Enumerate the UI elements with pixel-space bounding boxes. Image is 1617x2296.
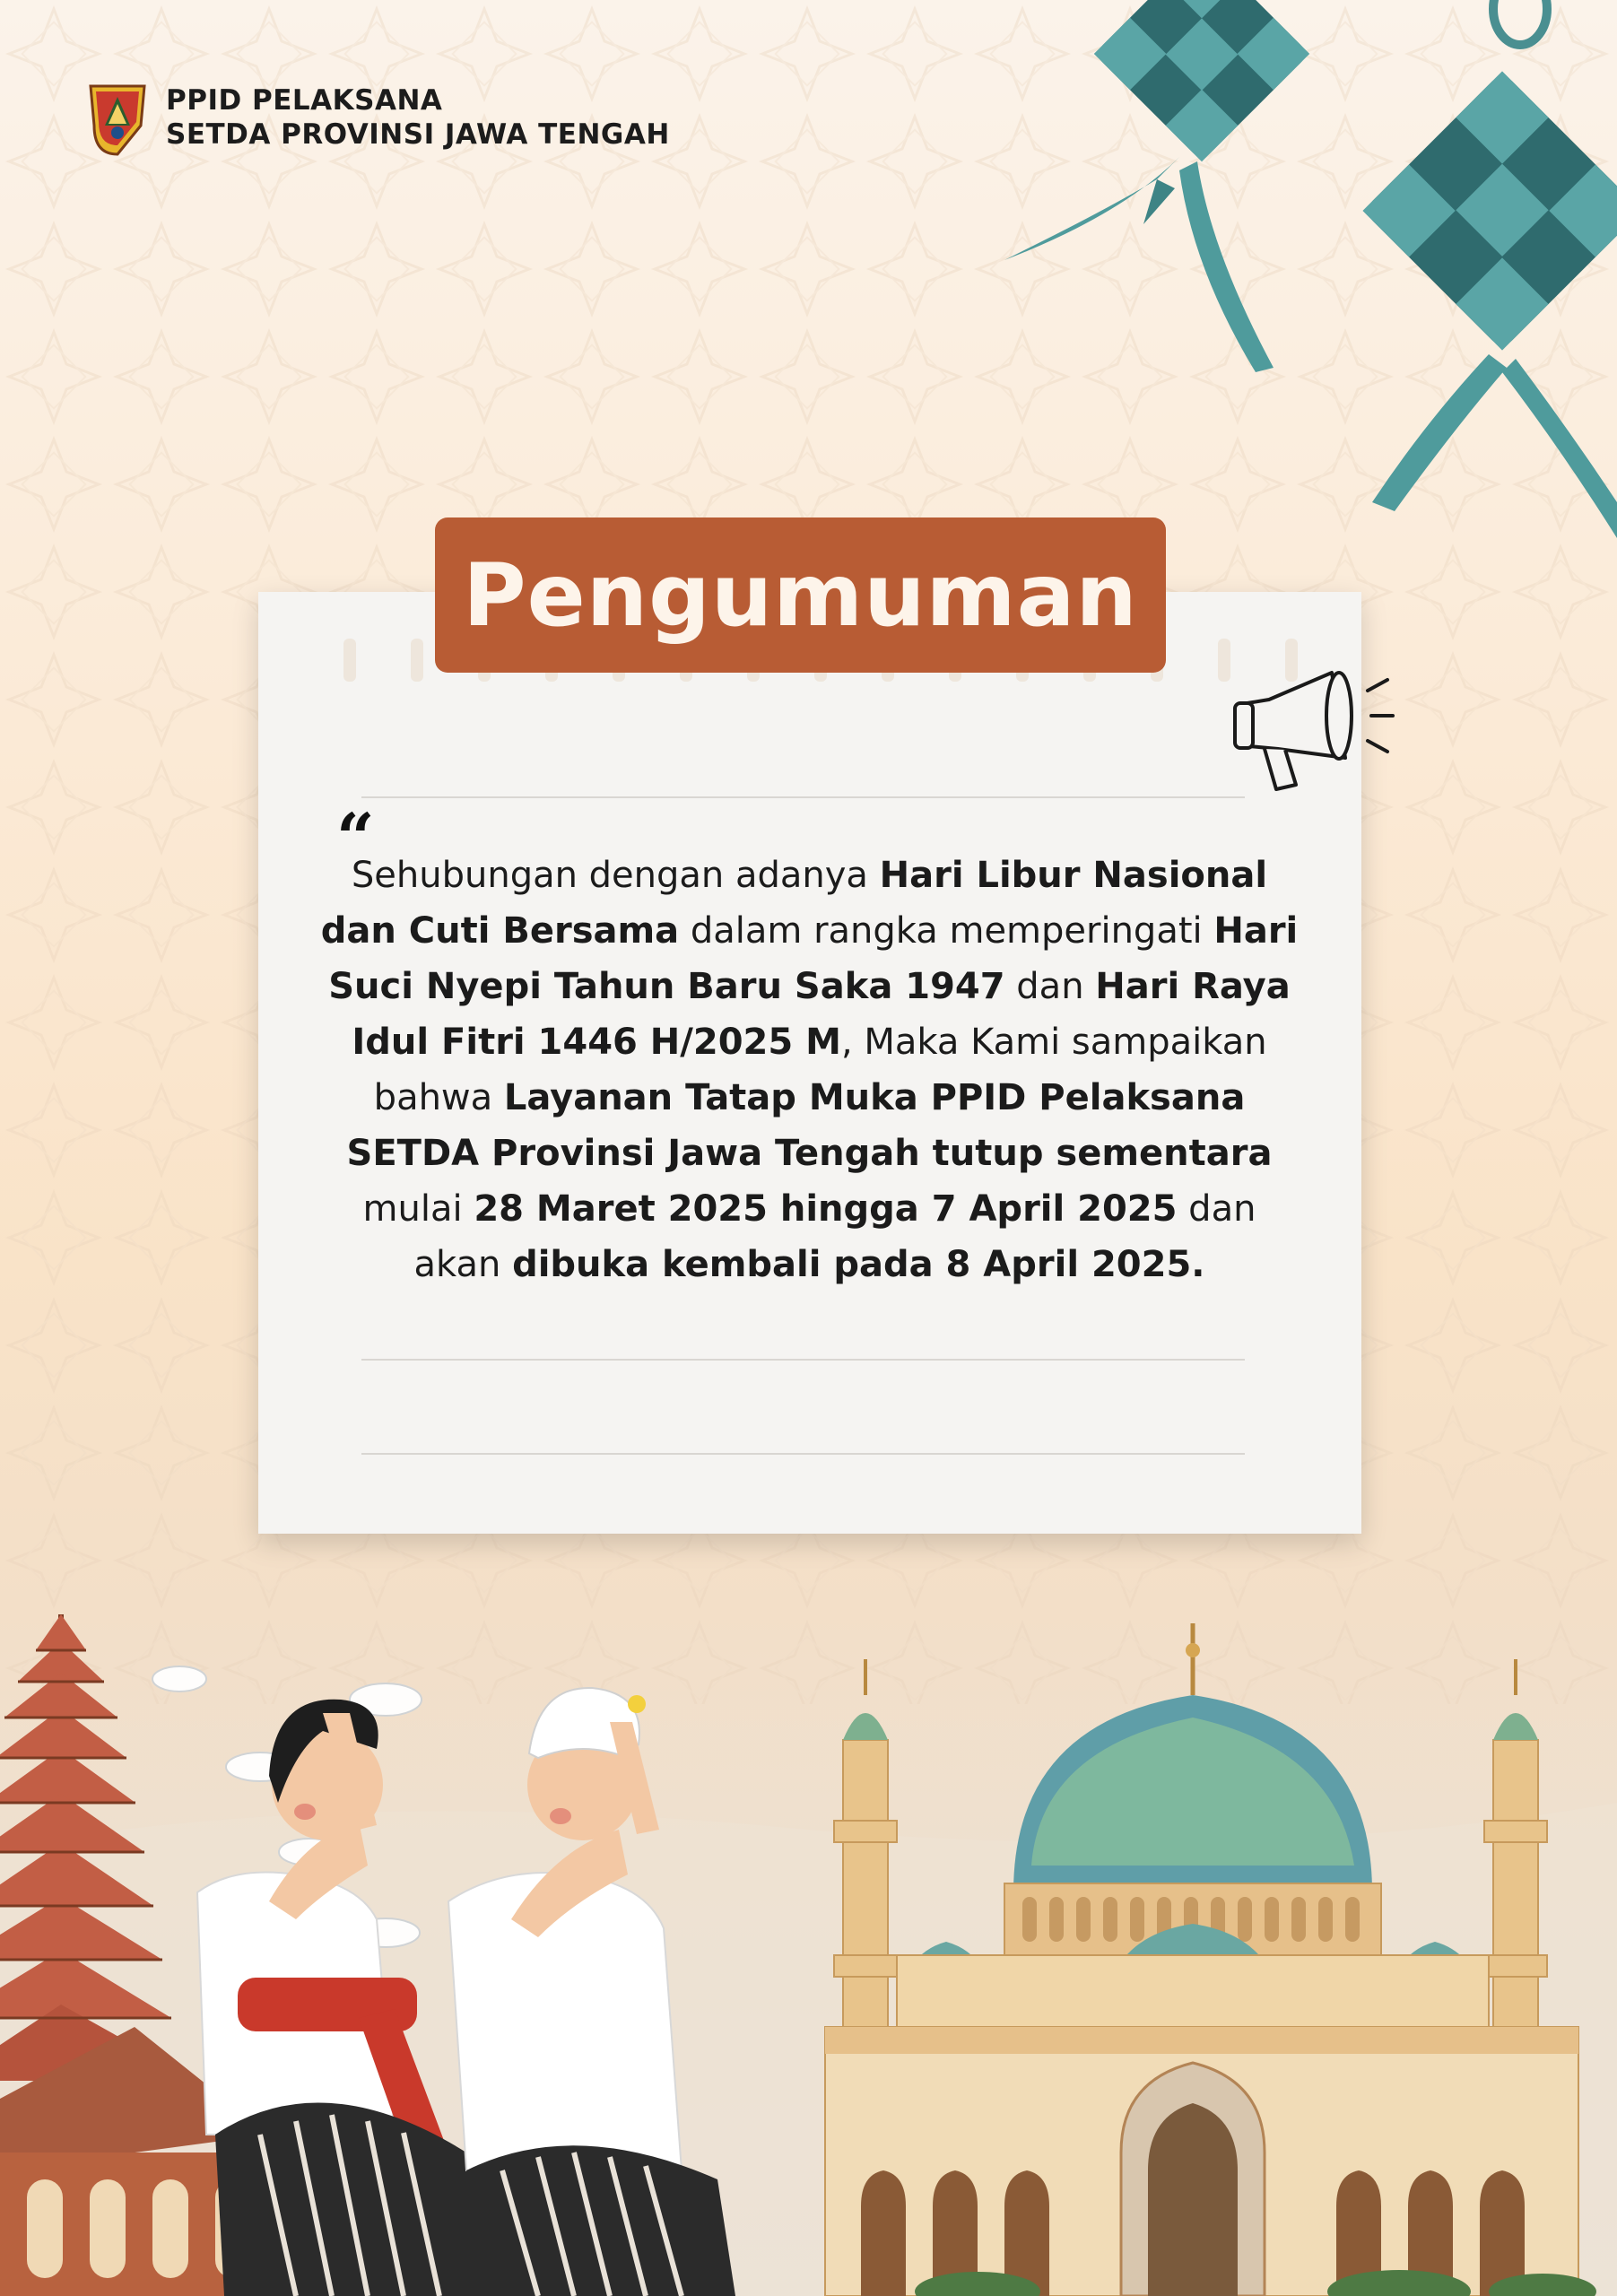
praying-couple-icon bbox=[197, 1688, 735, 2296]
notice-text-segment: , Maka Kami sampaikan bahwa bbox=[373, 1022, 1267, 1118]
quote-mark: “ bbox=[336, 800, 375, 877]
notice-bold-segment: Layanan Tatap Muka PPID Pelaksana SETDA Provinsi Jawa Tengah tutup sementara bbox=[346, 1077, 1273, 1174]
central-java-emblem-icon bbox=[85, 79, 150, 156]
megaphone-icon bbox=[1224, 664, 1395, 798]
paper-rule-line bbox=[361, 796, 1245, 798]
notice-text-segment: dan bbox=[1004, 966, 1096, 1007]
header-line-1: PPID PELAKSANA bbox=[166, 84, 443, 117]
notice-text-segment: dalam rangka memperingati bbox=[679, 910, 1214, 952]
title-banner bbox=[435, 517, 1166, 673]
notice-body-text bbox=[314, 848, 1305, 1292]
paper-rule-line bbox=[361, 1359, 1245, 1361]
notice-text-segment: dan akan bbox=[413, 1188, 1256, 1285]
notice-bold-segment: 28 Maret 2025 hingga 7 April 2025 bbox=[474, 1188, 1178, 1230]
notice-bold-segment: Hari Raya Idul Fitri 1446 H/2025 M bbox=[352, 966, 1291, 1063]
notice-text-segment: mulai bbox=[362, 1188, 474, 1230]
paper-rule-line bbox=[361, 1453, 1245, 1455]
notice-bold-segment: Hari Suci Nyepi Tahun Baru Saka 1947 bbox=[328, 910, 1299, 1007]
notice-text-segment: Sehubungan dengan adanya bbox=[351, 855, 880, 896]
notice-bold-segment: dibuka kembali pada 8 April 2025. bbox=[512, 1244, 1205, 1285]
bottom-illustration bbox=[0, 1596, 1617, 2296]
header bbox=[85, 79, 670, 156]
mosque-icon bbox=[825, 1623, 1596, 2296]
banner-title: Pengumuman bbox=[463, 544, 1138, 646]
ketupat-icon bbox=[987, 0, 1617, 538]
header-line-2: SETDA PROVINSI JAWA TENGAH bbox=[166, 118, 670, 151]
notice-bold-segment: Hari Libur Nasional dan Cuti Bersama bbox=[320, 855, 1268, 952]
